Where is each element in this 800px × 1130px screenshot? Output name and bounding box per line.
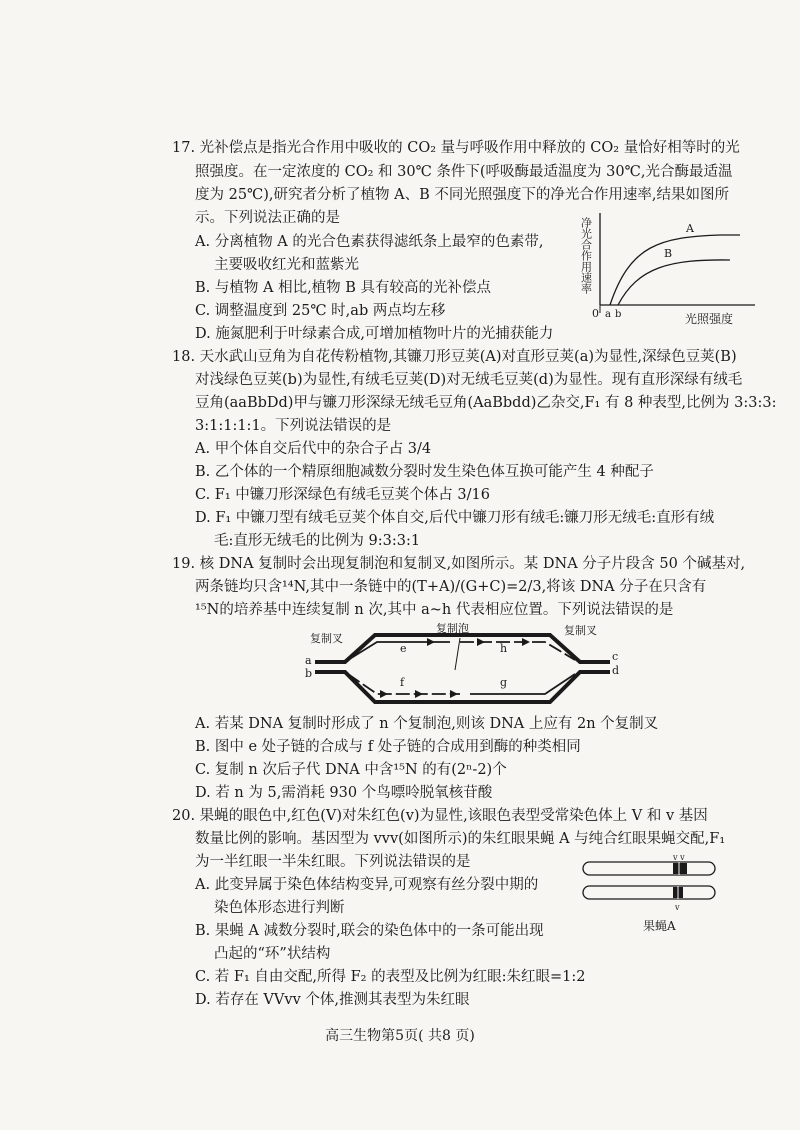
dna-top-parent-strand bbox=[315, 635, 610, 662]
q17-stem-line1: 17. 光补偿点是指光合作用中吸收的 CO₂ 量与呼吸作用中释放的 CO₂ 量恰好相等时的光 bbox=[172, 140, 740, 156]
graph-origin: 0 bbox=[592, 307, 599, 320]
page-footer: 高三生物第5页( 共8 页) bbox=[325, 1028, 475, 1044]
chromosome-bottom-mark: v bbox=[675, 903, 680, 912]
dna-bottom-parent-strand bbox=[315, 672, 610, 702]
label-fork-left: 复制叉 bbox=[310, 632, 343, 645]
graph-curve-a-label: A bbox=[686, 222, 694, 235]
q20-stem-line2: 数量比例的影响。基因型为 vvv(如图所示)的朱红眼果蝇 A 与纯合红眼果蝇交配,F₁ bbox=[195, 831, 726, 847]
label-d: d bbox=[612, 664, 620, 677]
q19-replication-diagram bbox=[300, 620, 630, 715]
label-g: g bbox=[500, 676, 508, 689]
chromosome-upper-band bbox=[673, 863, 687, 874]
q18-stem-line4: 3:1:1:1:1。下列说法错误的是 bbox=[195, 418, 392, 434]
q20-chromosome-figure bbox=[575, 850, 725, 935]
q20-stem-line1: 20. 果蝇的眼色中,红色(V)对朱红色(v)为显性,该眼色表型受常染色体上 V 和 v 基因 bbox=[172, 808, 708, 824]
chromosome-top-marks: v v bbox=[673, 853, 685, 862]
graph-tick-b: b bbox=[615, 309, 622, 320]
q18-option-d: D. F₁ 中镰刀型有绒毛豆荚个体自交,后代中镰刀形有绒毛:镰刀形无绒毛:直形有绒 bbox=[195, 510, 715, 526]
q17-option-c: C. 调整温度到 25℃ 时,ab 两点均左移 bbox=[195, 303, 446, 319]
q20-option-b: B. 果蝇 A 减数分裂时,联会的染色体中的一条可能出现 bbox=[195, 923, 544, 939]
q19-stem-line3: ¹⁵N的培养基中连续复制 n 次,其中 a~h 代表相应位置。下列说法错误的是 bbox=[195, 602, 674, 618]
graph-y-label: 净光合作用速率 bbox=[579, 217, 593, 294]
graph-curve-b-label: B bbox=[664, 247, 673, 260]
label-replication-bubble: 复制泡 bbox=[436, 622, 469, 635]
label-f: f bbox=[400, 676, 405, 689]
arrow-left-icon bbox=[427, 638, 435, 646]
arrow-right-icon bbox=[450, 690, 458, 698]
q17-option-b: B. 与植物 A 相比,植物 B 具有较高的光补偿点 bbox=[195, 280, 492, 296]
q17-option-a: A. 分离植物 A 的光合色素获得滤纸条上最窄的色素带, bbox=[195, 234, 544, 250]
label-a: a bbox=[305, 654, 312, 667]
q17-stem-line2: 照强度。在一定浓度的 CO₂ 和 30℃ 条件下(呼吸酶最适温度为 30℃,光合酶最适温 bbox=[195, 164, 733, 180]
q20-stem-line3: 为一半红眼一半朱红眼。下列说法错误的是 bbox=[195, 854, 471, 870]
q18-option-d-cont: 毛:直形无绒毛的比例为 9:3:3:1 bbox=[214, 533, 421, 549]
q18-stem-line2: 对浅绿色豆荚(b)为显性,有绒毛豆荚(D)对无绒毛豆荚(d)为显性。现有直形深绿有绒毛 bbox=[195, 372, 743, 388]
q18-stem-line1: 18. 天水武山豆角为自花传粉植物,其镰刀形豆荚(A)对直形豆荚(a)为显性,深绿色豆荚(B) bbox=[172, 349, 737, 365]
chromosome-upper bbox=[583, 862, 715, 875]
graph-curve-b bbox=[618, 260, 730, 305]
arrow-right-icon bbox=[380, 690, 388, 698]
q19-stem-line2: 两条链均只含¹⁴N,其中一条链中的(T+A)/(G+C)=2/3,将该 DNA 分子在只含有 bbox=[195, 579, 707, 595]
arrow-left-icon bbox=[522, 638, 530, 646]
graph-x-label: 光照强度 bbox=[685, 312, 734, 326]
q17-photosynthesis-graph bbox=[570, 205, 795, 330]
label-fork-right: 复制叉 bbox=[564, 624, 597, 637]
q18-stem-line3: 豆角(aaBbDd)甲与镰刀形深绿无绒毛豆角(AaBbdd)乙杂交,F₁ 有 8 种表型,比例为 3:3:3: bbox=[195, 395, 777, 411]
q19-stem-line1: 19. 核 DNA 复制时会出现复制泡和复制叉,如图所示。某 DNA 分子片段含 50 个碱基对, bbox=[172, 556, 746, 572]
q20-option-a: A. 此变异属于染色体结构变异,可观察有丝分裂中期的 bbox=[195, 877, 539, 893]
q20-option-a-cont: 染色体形态进行判断 bbox=[214, 900, 345, 916]
q20-option-c: C. 若 F₁ 自由交配,所得 F₂ 的表型及比例为红眼:朱红眼=1:2 bbox=[195, 969, 586, 985]
label-h: h bbox=[500, 642, 508, 655]
arrow-left-icon bbox=[477, 638, 485, 646]
chromosome-lower bbox=[583, 886, 715, 899]
q18-option-c: C. F₁ 中镰刀形深绿色有绒毛豆荚个体占 3/16 bbox=[195, 487, 490, 503]
q19-option-c: C. 复制 n 次后子代 DNA 中含¹⁵N 的有(2ⁿ-2)个 bbox=[195, 762, 507, 778]
graph-curve-a bbox=[610, 235, 740, 305]
q18-option-a: A. 甲个体自交后代中的杂合子占 3/4 bbox=[195, 441, 432, 457]
q17-option-a-cont: 主要吸收红光和蓝紫光 bbox=[214, 257, 359, 273]
q17-stem-line3: 度为 25℃),研究者分析了植物 A、B 不同光照强度下的净光合作用速率,结果如图所 bbox=[195, 187, 729, 203]
chromosome-figure-label: 果蝇A bbox=[643, 919, 676, 933]
q19-option-a: A. 若某 DNA 复制时形成了 n 个复制泡,则该 DNA 上应有 2n 个复制叉 bbox=[195, 716, 659, 732]
label-e: e bbox=[400, 642, 407, 655]
label-b: b bbox=[305, 667, 313, 680]
graph-tick-a: a bbox=[605, 309, 611, 320]
q20-option-d: D. 若存在 VVvv 个体,推测其表型为朱红眼 bbox=[195, 992, 470, 1008]
label-c: c bbox=[612, 650, 619, 663]
q17-stem-line4: 示。下列说法正确的是 bbox=[195, 210, 340, 226]
arrow-right-icon bbox=[415, 690, 423, 698]
q20-option-b-cont: 凸起的“环”状结构 bbox=[214, 946, 331, 962]
q19-option-d: D. 若 n 为 5,需消耗 930 个鸟嘌呤脱氧核苷酸 bbox=[195, 785, 493, 801]
q17-option-d: D. 施氮肥利于叶绿素合成,可增加植物叶片的光捕获能力 bbox=[195, 326, 554, 342]
q19-option-b: B. 图中 e 处子链的合成与 f 处子链的合成用到酶的种类相同 bbox=[195, 739, 581, 755]
q18-option-b: B. 乙个体的一个精原细胞减数分裂时发生染色体互换可能产生 4 种配子 bbox=[195, 464, 654, 480]
